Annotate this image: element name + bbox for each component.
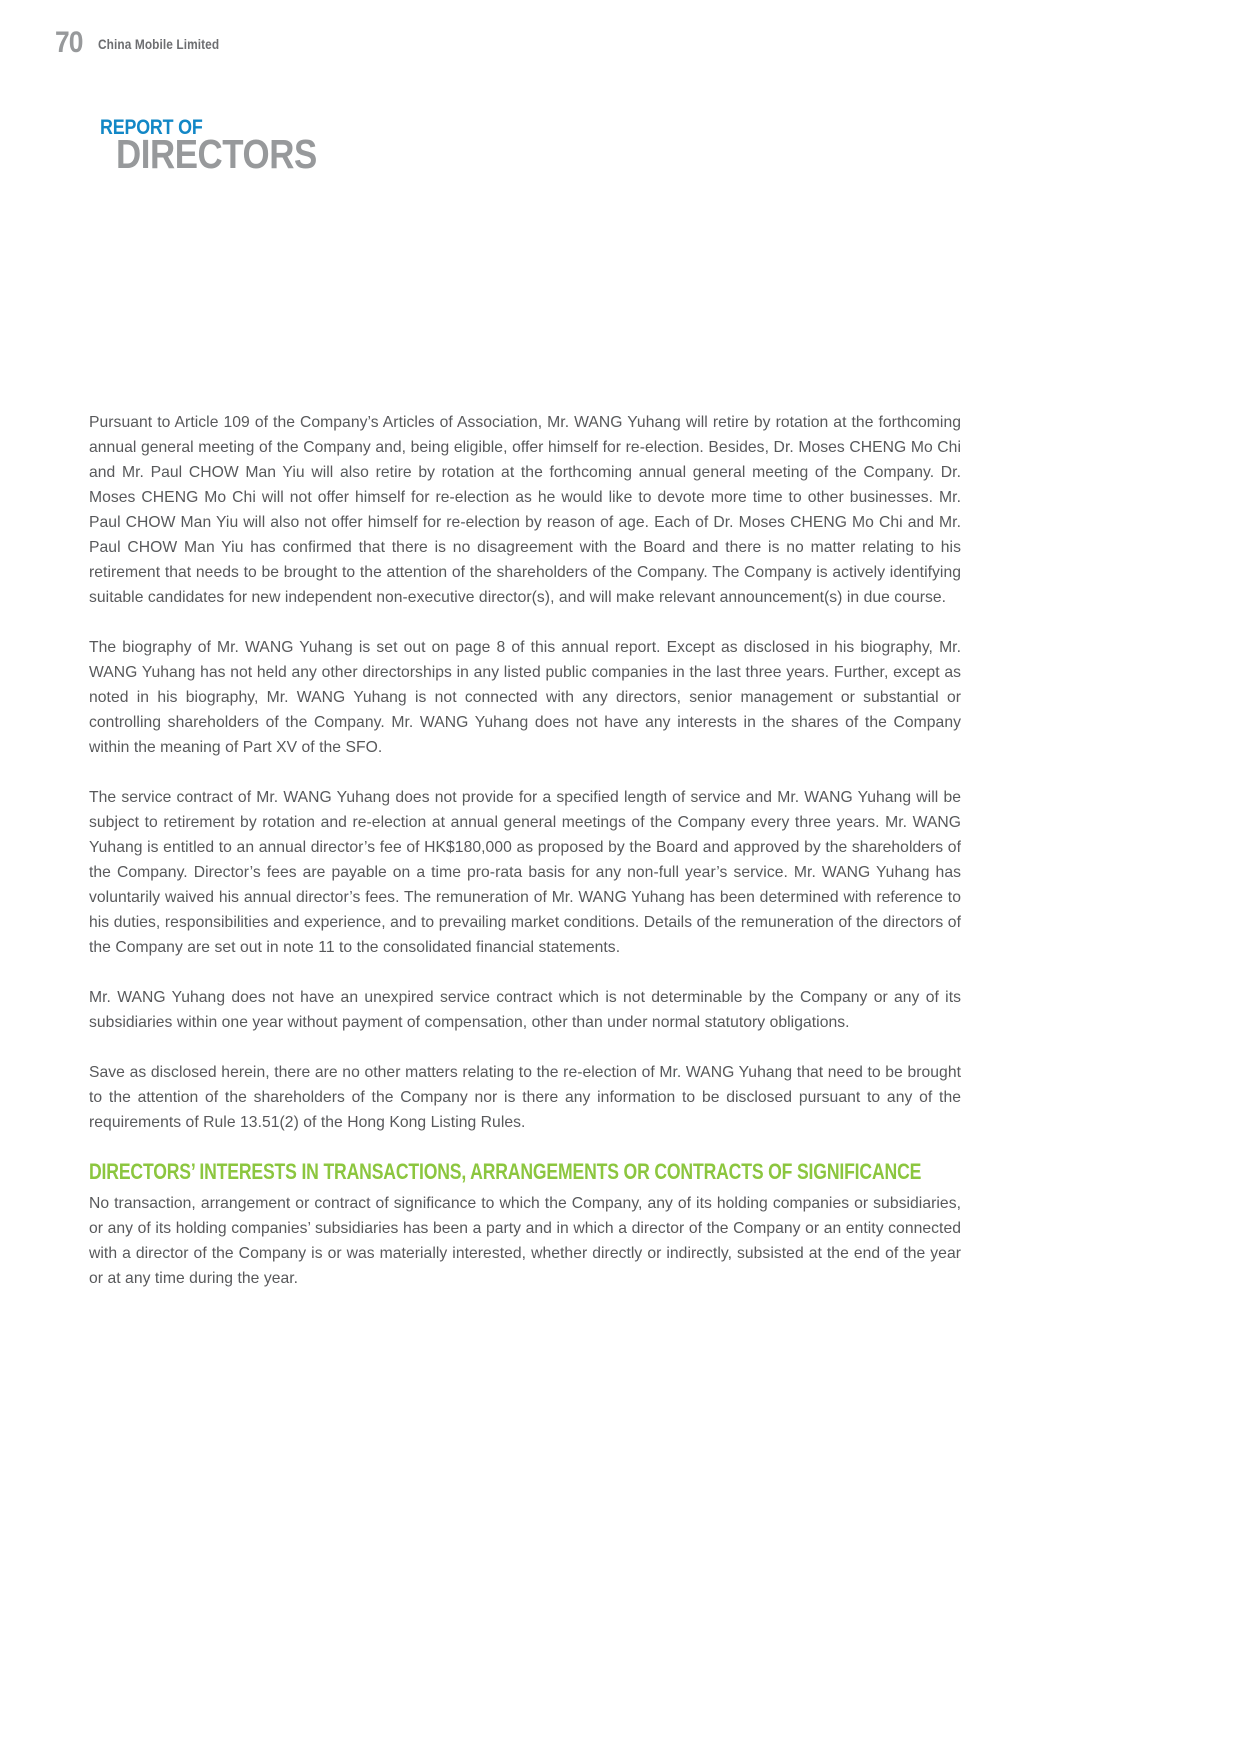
paragraph-service-contract: The service contract of Mr. WANG Yuhang does not provide for a specified length of service and Mr. WANG Yuhang will be subject to retirement by rotation and re-election at annual general meetings of the Company every three years. Mr. WANG Yuhang is entitled to an annual director’s fee of HK$180,000 as proposed by the Board and approved by the shareholders of the Company. Director’s fees are payable on a time pro-rata basis for any non-full year’s service. Mr. WANG Yuhang has voluntarily waived his annual director’s fees. The remuneration of Mr. WANG Yuhang has been determined with reference to his duties, responsibilities and experience, and to prevailing market conditions. Details of the remuneration of the directors of the Company are set out in note 11 to the consolidated financial statements. <box>89 789 961 956</box>
report-title-main: DIRECTORS <box>116 131 317 177</box>
section-heading-directors-interests: DIRECTORS’ INTERESTS IN TRANSACTIONS, ARRANGEMENTS OR CONTRACTS OF SIGNIFICANCE <box>89 1159 922 1184</box>
paragraph-no-transaction: No transaction, arrangement or contract of significance to which the Company, any of its holding companies or subsidiaries, or any of its holding companies’ subsidiaries has been a party and in which a director of the Company or an entity connected with a director of the Company is or was materially interested, whether directly or indirectly, subsisted at the end of the year or at any time during the year. <box>89 1195 961 1287</box>
company-name: China Mobile Limited <box>98 37 220 52</box>
page-header <box>55 28 236 58</box>
paragraph-save-as-disclosed: Save as disclosed herein, there are no other matters relating to the re-election of Mr. WANG Yuhang that need to be brought to the attention of the shareholders of the Company nor is there any information to be disclosed pursuant to any of the requirements of Rule 13.51(2) of the Hong Kong Listing Rules. <box>89 1064 961 1131</box>
paragraph-retirement-by-rotation: Pursuant to Article 109 of the Company’s Articles of Association, Mr. WANG Yuhang will retire by rotation at the forthcoming annual general meeting of the Company and, being eligible, offer himself for re-election. Besides, Dr. Moses CHENG Mo Chi and Mr. Paul CHOW Man Yiu will also retire by rotation at the forthcoming annual general meeting of the Company. Dr. Moses CHENG Mo Chi will not offer himself for re-election as he would like to devote more time to other businesses. Mr. Paul CHOW Man Yiu will also not offer himself for re-election by reason of age. Each of Dr. Moses CHENG Mo Chi and Mr. Paul CHOW Man Yiu has confirmed that there is no disagreement with the Board and there is no matter relating to his retirement that needs to be brought to the attention of the shareholders of the Company. The Company is actively identifying suitable candidates for new independent non-executive director(s), and will make relevant announcement(s) in due course. <box>89 414 961 606</box>
body-column <box>89 410 961 1316</box>
page-number: 70 <box>55 26 83 59</box>
paragraph-biography: The biography of Mr. WANG Yuhang is set out on page 8 of this annual report. Except as disclosed in his biography, Mr. WANG Yuhang has not held any other directorships in any listed public companies in the last three years. Further, except as noted in his biography, Mr. WANG Yuhang is not connected with any directors, senior management or substantial or controlling shareholders of the Company. Mr. WANG Yuhang does not have any interests in the shares of the Company within the meaning of Part XV of the SFO. <box>89 639 961 756</box>
report-title-kicker: REPORT OF <box>100 116 203 139</box>
paragraph-unexpired-contract: Mr. WANG Yuhang does not have an unexpired service contract which is not determinable by the Company or any of its subsidiaries within one year without payment of compensation, other than under normal statutory obligations. <box>89 989 961 1031</box>
report-title <box>100 117 352 175</box>
